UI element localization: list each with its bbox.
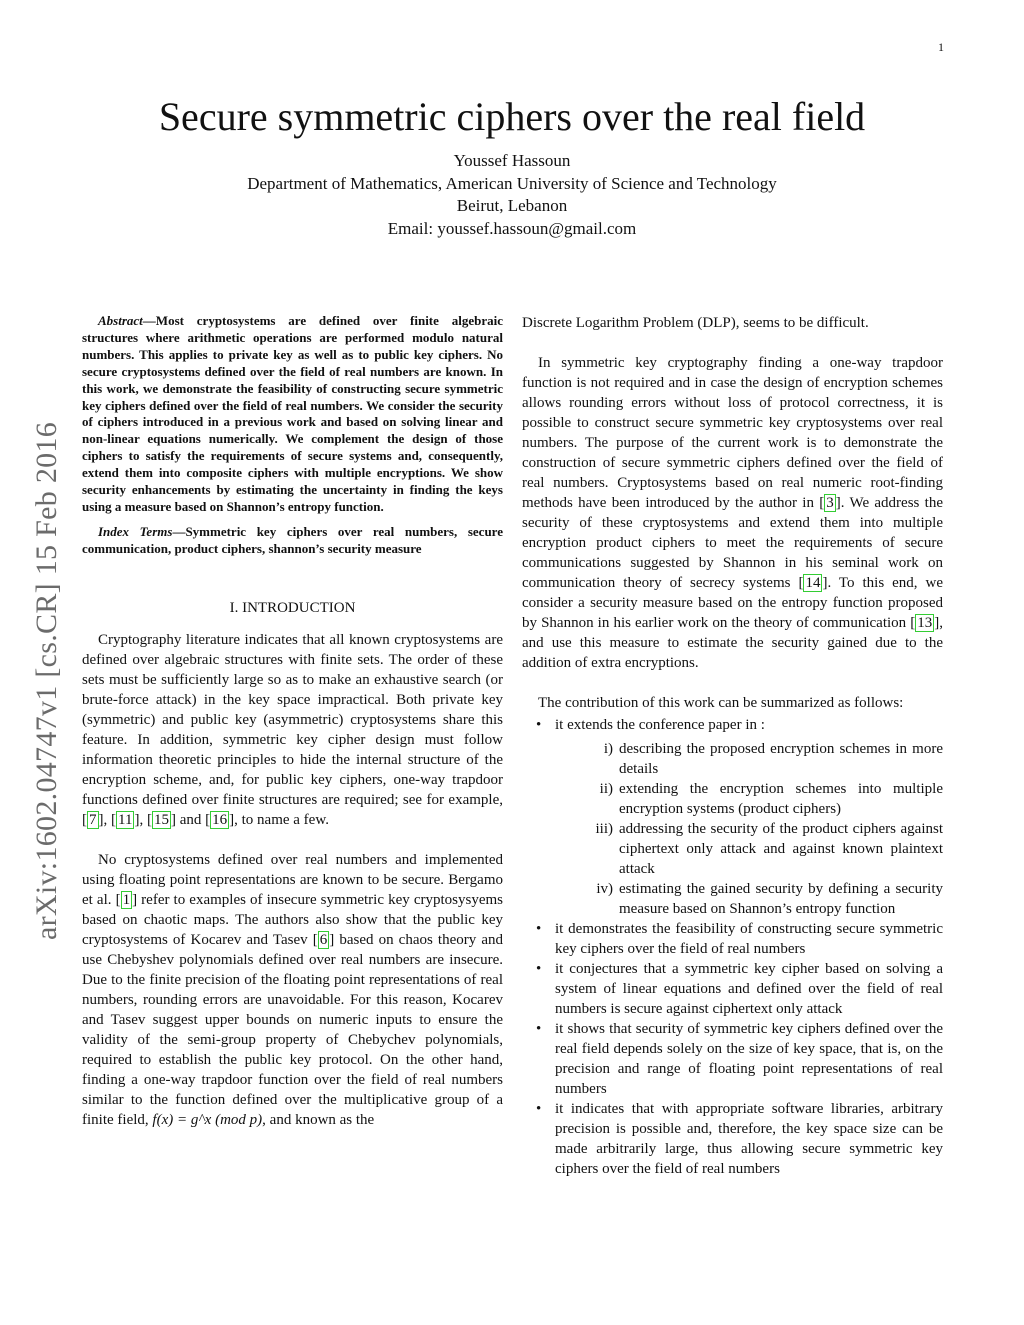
- author-name: Youssef Hassoun: [453, 151, 571, 170]
- page-number: 1: [938, 40, 944, 54]
- contribution-list: [522, 715, 943, 1179]
- citation-link[interactable]: 3: [826, 495, 834, 511]
- abstract-label: Abstract: [98, 313, 143, 328]
- sub-list-item: ii) extending the encryption schemes into multiple encryption systems (product ciphers): [599, 781, 943, 817]
- author-affiliation: Department of Mathematics, American University of Science and Technology: [247, 173, 777, 193]
- intro-paragraph-1: Cryptography literature indicates that all known cryptosystems are defined over algebraic structures with finite sets. The order of these sets must be sufficiently large so as to make an exhaustive search (or brute-force attack) in the key space impractical. Both private key (symmetric) and public key (asymmetric) cryptosystems share this feature. In addition, symmetric key cipher design must follow information theoretic principles to hide the internal structure of the encryption scheme, and, for public key ciphers, one-way trapdoor functions defined over finite structures are required; see for example, [ 7 ], [ 11 ], [ 15 ] and [ 16 ], to name a few.: [82, 631, 503, 828]
- list-item: • it indicates that with appropriate software libraries, arbitrary precision is possible and, therefore, the key space size can be made arbitrarily large, thus allowing secure symmetric key ciphers over the field of real numbers: [522, 1099, 943, 1179]
- sub-list: [555, 739, 943, 919]
- list-item: • it demonstrates the feasibility of constructing secure symmetric key ciphers over the field of real numbers: [522, 919, 943, 959]
- right-paragraph-1: Discrete Logarithm Problem (DLP), seems to be difficult.: [522, 315, 869, 331]
- citation-link[interactable]: 13: [917, 615, 933, 631]
- sub-list-item: i) describing the proposed encryption schemes in more details: [603, 741, 943, 777]
- left-column: [82, 313, 503, 1130]
- sub-list-item: iii) addressing the security of the product ciphers against ciphertext only attack and against known plaintext attack: [595, 821, 943, 877]
- index-terms: [82, 524, 503, 558]
- list-item: • it shows that security of symmetric key ciphers defined over the real field depends solely on the size of key space, that is, on the precision and range of floating point representations of real numbers: [522, 1019, 943, 1099]
- contribution-intro: The contribution of this work can be summarized as follows:: [538, 695, 904, 711]
- intro-paragraph-2: No cryptosystems defined over real numbers and implemented using floating point representations are known to be secure. Bergamo et al. [ 1 ] refer to examples of insecure symmetric key cryptosysyems based on chaotic maps. The authors also show that the public key cryptosystems of Kocarev and Tasev [ 6 ] based on chaos theory and use Chebyshev polynomials defined over real numbers are insecure. Due to the finite precision of the floating point representations of real numbers, rounding errors are unavoidable. For this reason, Kocarev and Tasev suggest upper bounds on numeric inputs to ensure the validity of the semi-group property of Chebychev polynomials, required to establish the public key protocol. On the other hand, finding a one-way trapdoor function over the field of real numbers similar to the function defined over the multiplicative group of a finite field, f(x) = g^x (mod p), and known as the: [82, 851, 503, 1128]
- sub-list-item: iv) estimating the gained security by defining a security measure based on Shannon’s entropy function: [596, 881, 943, 917]
- citation-link[interactable]: 1: [122, 891, 131, 908]
- author-block: [0, 150, 1024, 240]
- index-terms-text: —Symmetric key ciphers over real numbers, secure communication, product ciphers, shannon’s security measure: [82, 523, 503, 556]
- citation-link[interactable]: 11: [118, 811, 133, 828]
- right-column: [522, 313, 943, 1179]
- author-email: Email: youssef.hassoun@gmail.com: [387, 218, 637, 238]
- citation-link[interactable]: 6: [319, 931, 328, 948]
- abstract: [82, 313, 503, 516]
- citation-link[interactable]: 16: [212, 811, 228, 828]
- dlp-formula: f(x) = g^x (mod p): [152, 1111, 263, 1128]
- arxiv-identifier: arXiv:1602.04747v1 [cs.CR] 15 Feb 2016: [30, 421, 63, 940]
- index-terms-label: Index Terms: [98, 523, 173, 539]
- citation-link[interactable]: 7: [89, 811, 97, 828]
- list-item: • it extends the conference paper in : i) describing the proposed encryption schemes in more details ii) extending the encryption schemes into multiple encryption systems (product ciphers) iii) addressing the security of the product ciphers against ciphertext only attack and against known plaintext attack iv) estimating the gained security by defining a security measure based on Shannon’s entropy function: [522, 715, 943, 919]
- citation-link[interactable]: 14: [805, 575, 821, 591]
- citation-link[interactable]: 15: [153, 811, 169, 828]
- section-heading-introduction: I. INTRODUCTION: [229, 599, 356, 616]
- list-item: • it conjectures that a symmetric key cipher based on solving a system of linear equations and defined over the field of real numbers is secure against ciphertext only attack: [522, 959, 943, 1019]
- abstract-text: —Most cryptosystems are defined over finite algebraic structures where arithmetic operations are performed modulo natural numbers. This applies to private key as well as to public key ciphers. No secure cryptosystems defined over the field of real numbers are known. In this work, we demonstrate the feasibility of constructing secure symmetric key ciphers defined over the field of real numbers. We consider the security of ciphers introduced in a previous work and based on solving linear and non-linear equations numerically. We complement the design of those ciphers to satisfy the requirements of secure systems and, consequently, extend them into composite ciphers with multiple encryptions. We show security enhancements by estimating the uncertainty in finding the keys using a measure based on Shannon’s entropy function.: [82, 313, 503, 514]
- paper-title: Secure symmetric ciphers over the real field: [158, 94, 866, 139]
- right-paragraph-2: In symmetric key cryptography finding a one-way trapdoor function is not required and in case the design of encryption schemes allows rounding errors without loss of protocol correctness, it is possible to construct secure symmetric key cryptosystems over real numbers. The purpose of the current work is to demonstrate the construction of secure symmetric ciphers defined over the field of real numbers. Cryptosystems based on real numeric root-finding methods have been introduced by the author in [ 3 ]. We address the security of these cryptosystems and extend them into multiple encryption product ciphers to meet the requirements of secure communications suggested by Shannon in his seminal work on communication theory of secrecy systems [ 14 ]. To this end, we consider a security measure based on the entropy function proposed by Shannon in his earlier work on the theory of communication [ 13 ], and use this measure to estimate the security gained due to the addition of extra encryptions.: [522, 355, 944, 671]
- author-location: Beirut, Lebanon: [456, 196, 568, 215]
